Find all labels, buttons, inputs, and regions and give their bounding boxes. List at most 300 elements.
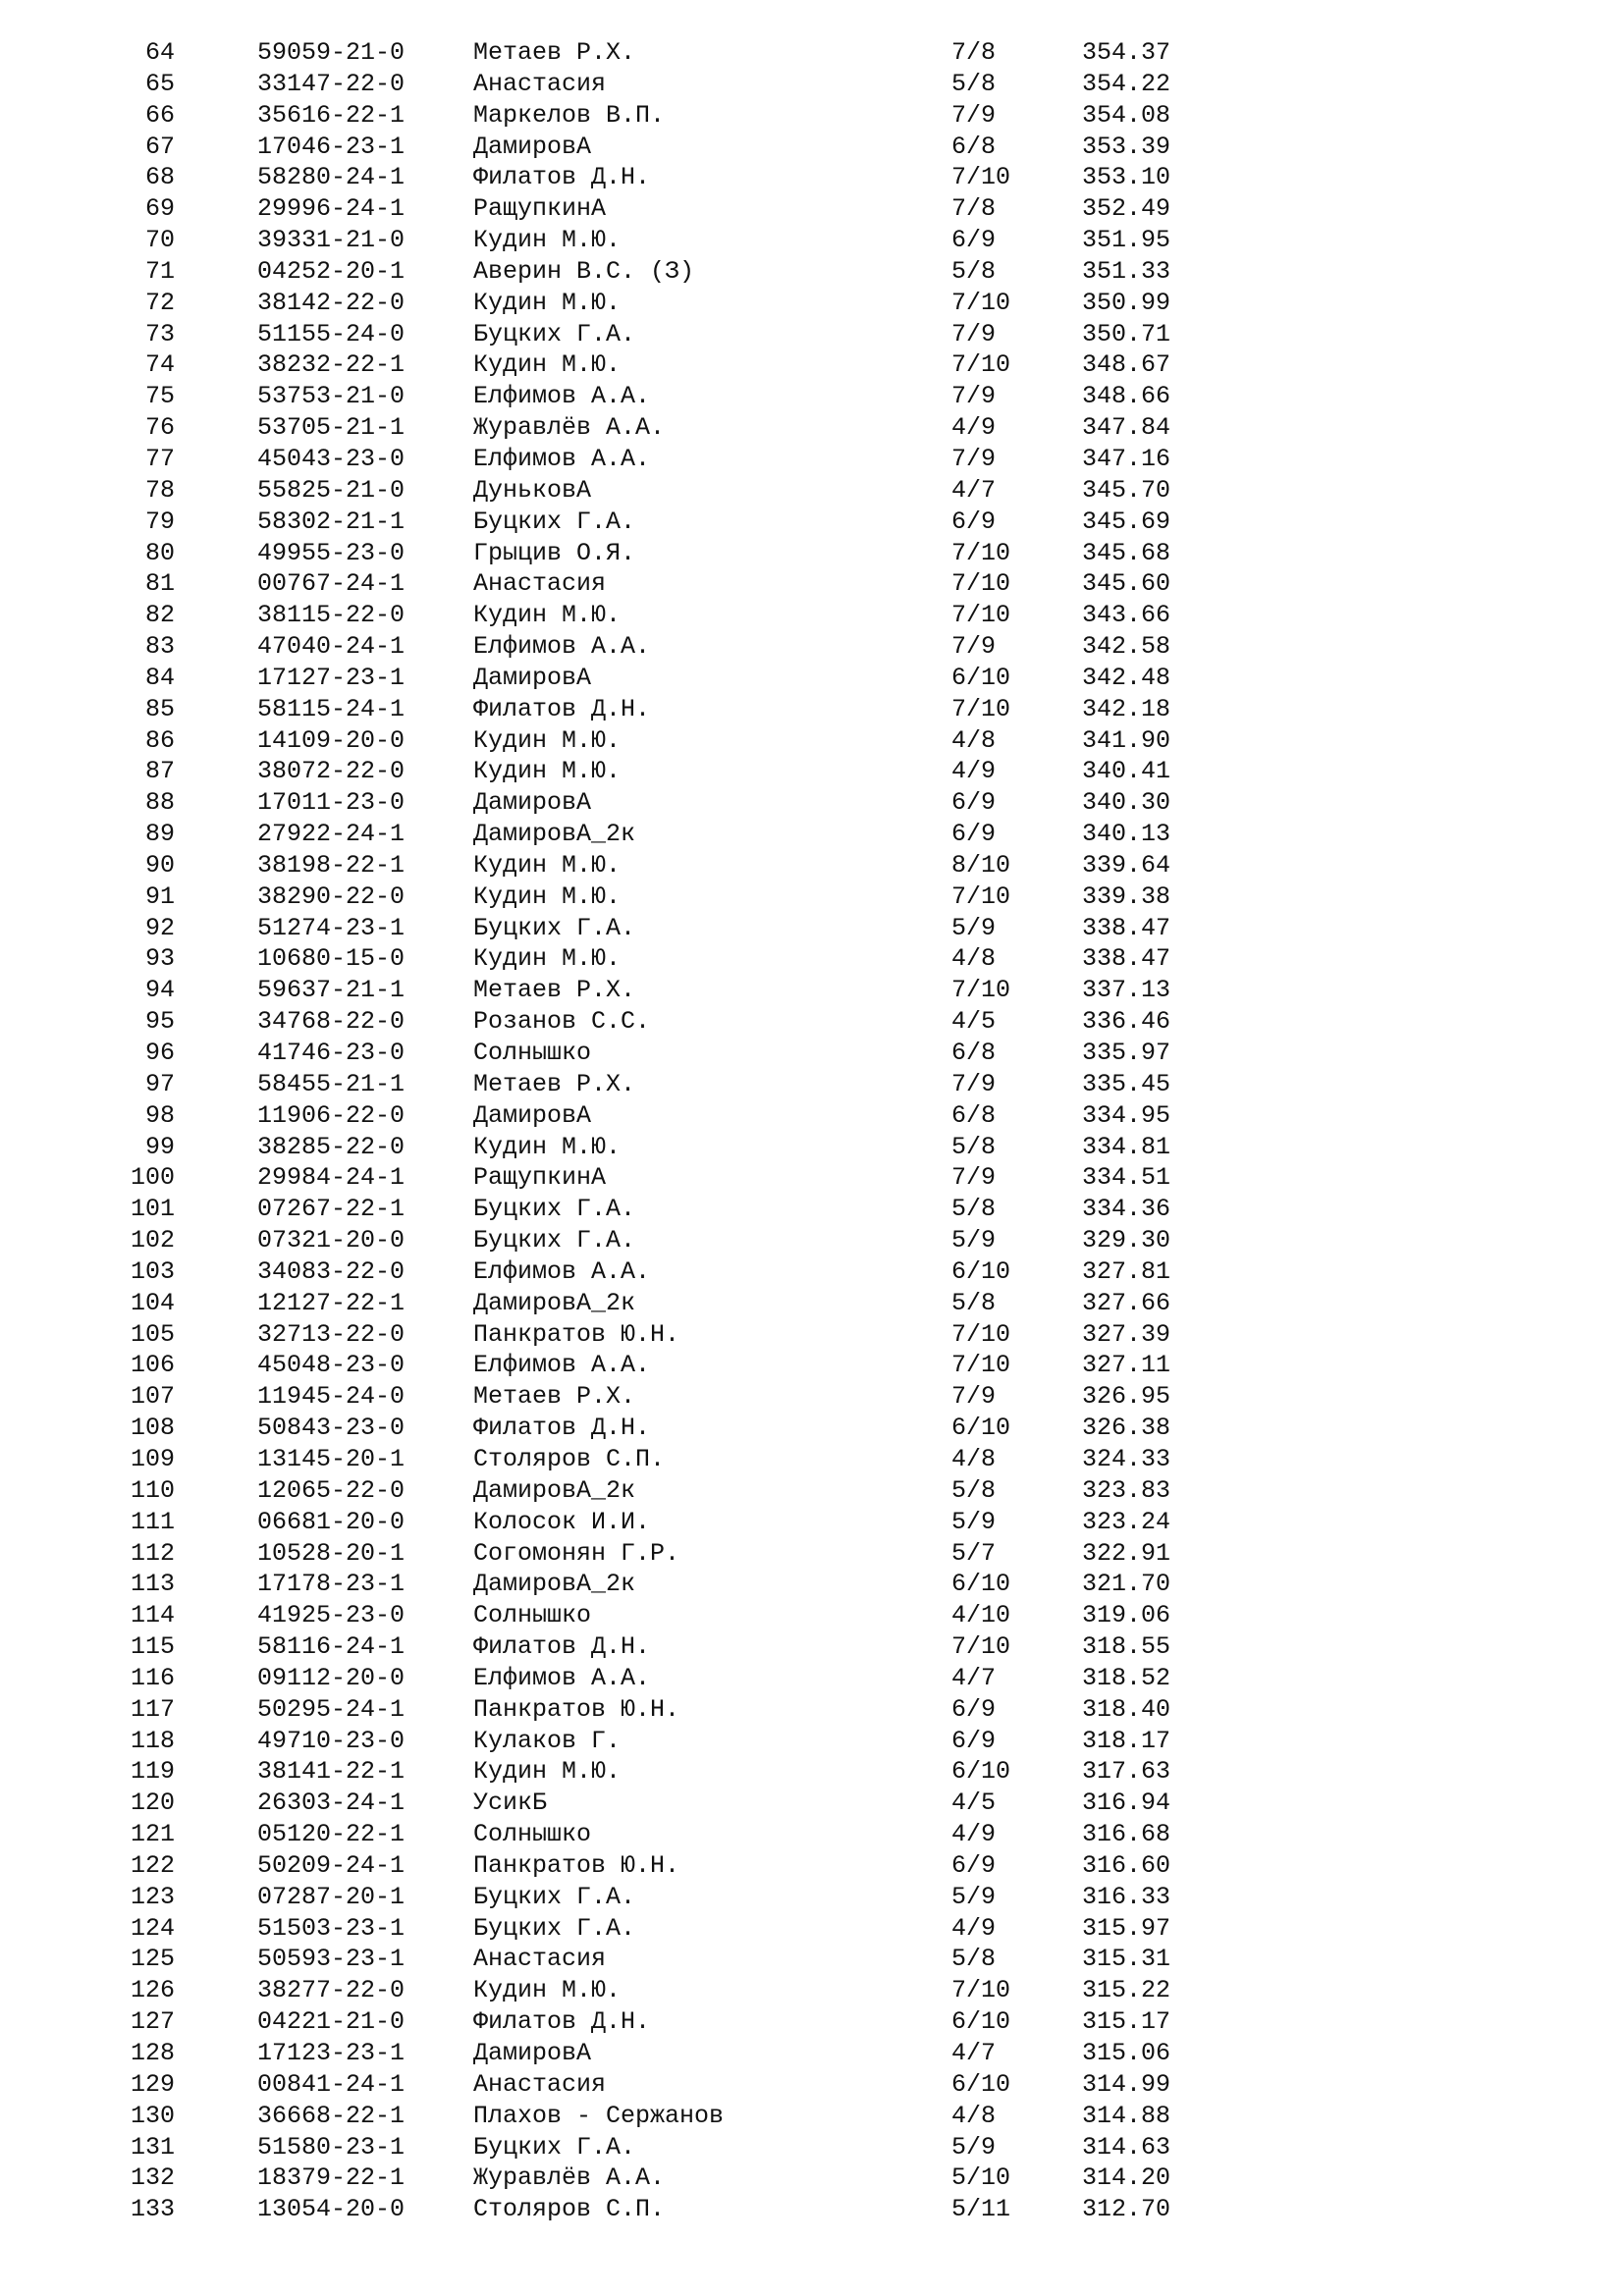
list-row: [0, 2132, 1624, 2163]
ratio-cell: 7/10: [951, 538, 1011, 567]
rank-cell: 127: [130, 2007, 175, 2037]
owner-cell: Метаев Р.Х.: [473, 1382, 636, 1412]
score-cell: 352.49: [1082, 194, 1171, 224]
ratio-cell: 7/10: [951, 288, 1011, 317]
owner-cell: ДамировА: [473, 663, 592, 692]
score-cell: 353.10: [1082, 163, 1171, 192]
ratio-cell: 4/10: [951, 1601, 1011, 1630]
list-row: [0, 1132, 1624, 1163]
ring-number-cell: 45048-23-0: [257, 1351, 406, 1380]
list-row: [0, 2069, 1624, 2101]
rank-cell: 68: [144, 163, 175, 192]
score-cell: 326.38: [1082, 1414, 1171, 1443]
ring-number-cell: 50593-23-1: [257, 1945, 406, 1974]
owner-cell: Елфимов А.А.: [473, 1663, 651, 1692]
score-cell: 345.70: [1082, 475, 1171, 505]
rank-cell: 118: [130, 1726, 175, 1755]
ring-number-cell: 14109-20-0: [257, 725, 406, 755]
list-row: [0, 1162, 1624, 1194]
ratio-cell: 7/8: [951, 194, 997, 224]
list-row: [0, 1600, 1624, 1631]
score-cell: 342.48: [1082, 663, 1171, 692]
ring-number-cell: 51274-23-1: [257, 913, 406, 942]
ratio-cell: 7/10: [951, 1976, 1011, 2005]
score-cell: 334.36: [1082, 1195, 1171, 1224]
ring-number-cell: 32713-22-0: [257, 1319, 406, 1349]
score-cell: 314.99: [1082, 2069, 1171, 2099]
score-cell: 316.68: [1082, 1820, 1171, 1849]
list-row: [0, 1507, 1624, 1538]
owner-cell: Кудин М.Ю.: [473, 1976, 622, 2005]
score-cell: 329.30: [1082, 1226, 1171, 1255]
ratio-cell: 7/9: [951, 444, 997, 473]
score-cell: 350.99: [1082, 288, 1171, 317]
list-row: [0, 288, 1624, 319]
ratio-cell: 4/8: [951, 1444, 997, 1473]
score-cell: 327.39: [1082, 1319, 1171, 1349]
ring-number-cell: 59059-21-0: [257, 38, 406, 67]
owner-cell: Филатов Д.Н.: [473, 2007, 651, 2037]
list-row: [0, 1694, 1624, 1726]
list-row: [0, 1944, 1624, 1975]
score-cell: 347.16: [1082, 444, 1171, 473]
owner-cell: Елфимов А.А.: [473, 382, 651, 411]
rank-cell: 74: [144, 350, 175, 380]
score-cell: 312.70: [1082, 2195, 1171, 2224]
ring-number-cell: 58280-24-1: [257, 163, 406, 192]
ratio-cell: 5/8: [951, 1945, 997, 1974]
rank-cell: 81: [144, 569, 175, 599]
score-cell: 351.33: [1082, 256, 1171, 286]
ratio-cell: 4/8: [951, 725, 997, 755]
score-cell: 315.31: [1082, 1945, 1171, 1974]
owner-cell: Кудин М.Ю.: [473, 757, 622, 786]
score-cell: 317.63: [1082, 1757, 1171, 1787]
list-row: [0, 69, 1624, 100]
owner-cell: Солнышко: [473, 1820, 592, 1849]
ratio-cell: 7/9: [951, 319, 997, 348]
ratio-cell: 6/10: [951, 2069, 1011, 2099]
ratio-cell: 4/7: [951, 475, 997, 505]
ratio-cell: 7/10: [951, 881, 1011, 911]
ring-number-cell: 27922-24-1: [257, 820, 406, 849]
owner-cell: Буцких Г.А.: [473, 1195, 636, 1224]
ratio-cell: 7/9: [951, 382, 997, 411]
ring-number-cell: 59637-21-1: [257, 976, 406, 1005]
list-row: [0, 1069, 1624, 1100]
score-cell: 340.30: [1082, 788, 1171, 818]
rank-cell: 130: [130, 2101, 175, 2130]
ratio-cell: 5/10: [951, 2163, 1011, 2193]
ring-number-cell: 38285-22-0: [257, 1132, 406, 1161]
rank-cell: 70: [144, 226, 175, 255]
list-row: [0, 256, 1624, 288]
ratio-cell: 5/9: [951, 1507, 997, 1536]
rank-cell: 133: [130, 2195, 175, 2224]
ratio-cell: 5/9: [951, 1226, 997, 1255]
ring-number-cell: 12127-22-1: [257, 1288, 406, 1317]
ratio-cell: 5/8: [951, 256, 997, 286]
rank-cell: 85: [144, 694, 175, 723]
ratio-cell: 6/10: [951, 1757, 1011, 1787]
score-cell: 348.67: [1082, 350, 1171, 380]
rank-cell: 117: [130, 1694, 175, 1724]
list-row: [0, 1381, 1624, 1413]
ring-number-cell: 29996-24-1: [257, 194, 406, 224]
owner-cell: ДамировА: [473, 132, 592, 161]
list-row: [0, 1194, 1624, 1225]
ring-number-cell: 07287-20-1: [257, 1882, 406, 1911]
list-row: [0, 1663, 1624, 1694]
ring-number-cell: 51503-23-1: [257, 1913, 406, 1943]
owner-cell: Журавлёв А.А.: [473, 413, 666, 443]
rank-cell: 108: [130, 1414, 175, 1443]
rank-cell: 115: [130, 1632, 175, 1662]
owner-cell: Филатов Д.Н.: [473, 163, 651, 192]
owner-cell: ДамировА: [473, 788, 592, 818]
ring-number-cell: 17178-23-1: [257, 1570, 406, 1599]
ratio-cell: 6/9: [951, 1694, 997, 1724]
owner-cell: Елфимов А.А.: [473, 444, 651, 473]
ring-number-cell: 55825-21-0: [257, 475, 406, 505]
owner-cell: Филатов Д.Н.: [473, 1632, 651, 1662]
list-row: [0, 1788, 1624, 1819]
ring-number-cell: 58455-21-1: [257, 1069, 406, 1098]
rank-cell: 129: [130, 2069, 175, 2099]
rank-cell: 123: [130, 1882, 175, 1911]
ratio-cell: 4/7: [951, 1663, 997, 1692]
list-row: [0, 787, 1624, 819]
list-row: [0, 1882, 1624, 1913]
list-row: [0, 132, 1624, 163]
ring-number-cell: 51155-24-0: [257, 319, 406, 348]
owner-cell: Елфимов А.А.: [473, 1256, 651, 1286]
score-cell: 354.37: [1082, 38, 1171, 67]
list-row: [0, 913, 1624, 944]
ratio-cell: 6/9: [951, 1850, 997, 1880]
score-cell: 335.97: [1082, 1039, 1171, 1067]
score-cell: 348.66: [1082, 382, 1171, 411]
ratio-cell: 5/8: [951, 1288, 997, 1317]
list-row: [0, 1444, 1624, 1475]
owner-cell: ДамировА: [473, 2039, 592, 2067]
list-row: [0, 568, 1624, 600]
ratio-cell: 4/9: [951, 1820, 997, 1849]
owner-cell: Буцких Г.А.: [473, 1226, 636, 1255]
ratio-cell: 7/9: [951, 632, 997, 662]
score-cell: 350.71: [1082, 319, 1171, 348]
owner-cell: Плахов - Сержанов: [473, 2101, 725, 2130]
ratio-cell: 6/10: [951, 2007, 1011, 2037]
ratio-cell: 4/9: [951, 413, 997, 443]
rank-cell: 75: [144, 382, 175, 411]
ring-number-cell: 38115-22-0: [257, 601, 406, 630]
ring-number-cell: 18379-22-1: [257, 2163, 406, 2193]
rank-cell: 106: [130, 1351, 175, 1380]
list-row: [0, 1975, 1624, 2006]
ratio-cell: 4/9: [951, 1913, 997, 1943]
score-cell: 345.60: [1082, 569, 1171, 599]
ratio-cell: 4/5: [951, 1789, 997, 1818]
list-row: [0, 162, 1624, 193]
owner-cell: Метаев Р.Х.: [473, 38, 636, 67]
ratio-cell: 6/10: [951, 1256, 1011, 1286]
owner-cell: Кудин М.Ю.: [473, 226, 622, 255]
owner-cell: Кудин М.Ю.: [473, 1757, 622, 1787]
rank-cell: 121: [130, 1820, 175, 1849]
list-row: [0, 1413, 1624, 1444]
ring-number-cell: 58115-24-1: [257, 694, 406, 723]
owner-cell: Кудин М.Ю.: [473, 850, 622, 880]
owner-cell: Метаев Р.Х.: [473, 1069, 636, 1098]
rank-cell: 65: [144, 69, 175, 98]
owner-cell: Кудин М.Ю.: [473, 601, 622, 630]
rank-cell: 92: [144, 913, 175, 942]
list-row: [0, 881, 1624, 913]
list-row: [0, 819, 1624, 850]
rank-cell: 105: [130, 1319, 175, 1349]
ring-number-cell: 34768-22-0: [257, 1007, 406, 1037]
ring-number-cell: 58116-24-1: [257, 1632, 406, 1662]
ring-number-cell: 10680-15-0: [257, 944, 406, 974]
rank-cell: 126: [130, 1976, 175, 2005]
list-row: [0, 943, 1624, 975]
ring-number-cell: 17011-23-0: [257, 788, 406, 818]
owner-cell: Филатов Д.Н.: [473, 694, 651, 723]
score-cell: 341.90: [1082, 725, 1171, 755]
rank-cell: 132: [130, 2163, 175, 2193]
ring-number-cell: 17046-23-1: [257, 132, 406, 161]
owner-cell: Кудин М.Ю.: [473, 881, 622, 911]
ring-number-cell: 29984-24-1: [257, 1163, 406, 1193]
rank-cell: 67: [144, 132, 175, 161]
rank-cell: 111: [130, 1507, 175, 1536]
ring-number-cell: 39331-21-0: [257, 226, 406, 255]
rank-cell: 125: [130, 1945, 175, 1974]
ring-number-cell: 09112-20-0: [257, 1663, 406, 1692]
ring-number-cell: 07321-20-0: [257, 1226, 406, 1255]
owner-cell: Панкратов Ю.Н.: [473, 1319, 680, 1349]
ratio-cell: 6/10: [951, 663, 1011, 692]
rank-cell: 76: [144, 413, 175, 443]
list-row: [0, 725, 1624, 757]
owner-cell: Буцких Г.А.: [473, 507, 636, 536]
owner-cell: Филатов Д.Н.: [473, 1414, 651, 1443]
ratio-cell: 6/10: [951, 1570, 1011, 1599]
score-cell: 318.55: [1082, 1632, 1171, 1662]
ratio-cell: 7/9: [951, 100, 997, 130]
owner-cell: Столяров С.П.: [473, 1444, 666, 1473]
rank-cell: 69: [144, 194, 175, 224]
score-cell: 342.58: [1082, 632, 1171, 662]
list-row: [0, 538, 1624, 569]
score-cell: 314.88: [1082, 2101, 1171, 2130]
ring-number-cell: 05120-22-1: [257, 1820, 406, 1849]
ring-number-cell: 49710-23-0: [257, 1726, 406, 1755]
rank-cell: 97: [144, 1069, 175, 1098]
ratio-cell: 4/8: [951, 2101, 997, 2130]
owner-cell: Кудин М.Ю.: [473, 725, 622, 755]
score-cell: 321.70: [1082, 1570, 1171, 1599]
ring-number-cell: 38072-22-0: [257, 757, 406, 786]
list-row: [0, 694, 1624, 725]
score-cell: 353.39: [1082, 132, 1171, 161]
rank-cell: 104: [130, 1288, 175, 1317]
owner-cell: Столяров С.П.: [473, 2195, 666, 2224]
rank-cell: 78: [144, 475, 175, 505]
score-cell: 338.47: [1082, 944, 1171, 974]
rank-cell: 71: [144, 256, 175, 286]
ratio-cell: 4/9: [951, 757, 997, 786]
ring-number-cell: 38290-22-0: [257, 881, 406, 911]
ring-number-cell: 47040-24-1: [257, 632, 406, 662]
list-row: [0, 1350, 1624, 1381]
ratio-cell: 5/7: [951, 1538, 997, 1568]
score-cell: 314.20: [1082, 2163, 1171, 2193]
score-cell: 315.17: [1082, 2007, 1171, 2037]
ratio-cell: 6/8: [951, 132, 997, 161]
ring-number-cell: 06681-20-0: [257, 1507, 406, 1536]
owner-cell: Кудин М.Ю.: [473, 288, 622, 317]
ratio-cell: 5/8: [951, 1132, 997, 1161]
score-cell: 337.13: [1082, 976, 1171, 1005]
owner-cell: Метаев Р.Х.: [473, 976, 636, 1005]
ring-number-cell: 50209-24-1: [257, 1850, 406, 1880]
score-cell: 323.24: [1082, 1507, 1171, 1536]
rank-cell: 90: [144, 850, 175, 880]
rank-cell: 114: [130, 1601, 175, 1630]
score-cell: 339.64: [1082, 850, 1171, 880]
ring-number-cell: 35616-22-1: [257, 100, 406, 130]
ring-number-cell: 00767-24-1: [257, 569, 406, 599]
rank-cell: 101: [130, 1195, 175, 1224]
score-cell: 347.84: [1082, 413, 1171, 443]
rank-cell: 72: [144, 288, 175, 317]
score-cell: 345.68: [1082, 538, 1171, 567]
rank-cell: 109: [130, 1444, 175, 1473]
ratio-cell: 7/10: [951, 163, 1011, 192]
rank-cell: 86: [144, 725, 175, 755]
rank-cell: 93: [144, 944, 175, 974]
score-cell: 322.91: [1082, 1538, 1171, 1568]
owner-cell: РащупкинА: [473, 1163, 607, 1193]
ring-number-cell: 13145-20-1: [257, 1444, 406, 1473]
ratio-cell: 4/5: [951, 1007, 997, 1037]
ratio-cell: 7/10: [951, 1319, 1011, 1349]
score-cell: 354.08: [1082, 100, 1171, 130]
rank-cell: 79: [144, 507, 175, 536]
list-row: [0, 631, 1624, 663]
rank-cell: 82: [144, 601, 175, 630]
list-row: [0, 1288, 1624, 1319]
rank-cell: 112: [130, 1538, 175, 1568]
list-row: [0, 1100, 1624, 1132]
ring-number-cell: 04252-20-1: [257, 256, 406, 286]
list-row: [0, 1631, 1624, 1663]
rank-cell: 113: [130, 1570, 175, 1599]
owner-cell: Аверин В.С. (З): [473, 256, 695, 286]
owner-cell: Розанов С.С.: [473, 1007, 651, 1037]
owner-cell: Солнышко: [473, 1601, 592, 1630]
list-row: [0, 1569, 1624, 1600]
score-cell: 316.94: [1082, 1789, 1171, 1818]
owner-cell: Солнышко: [473, 1039, 592, 1067]
ratio-cell: 7/10: [951, 569, 1011, 599]
score-cell: 327.81: [1082, 1256, 1171, 1286]
ring-number-cell: 41925-23-0: [257, 1601, 406, 1630]
ring-number-cell: 38277-22-0: [257, 1976, 406, 2005]
owner-cell: Панкратов Ю.Н.: [473, 1850, 680, 1880]
owner-cell: Буцких Г.А.: [473, 319, 636, 348]
ring-number-cell: 11945-24-0: [257, 1382, 406, 1412]
ratio-cell: 7/10: [951, 976, 1011, 1005]
ratio-cell: 7/10: [951, 350, 1011, 380]
ring-number-cell: 38141-22-1: [257, 1757, 406, 1787]
ring-number-cell: 07267-22-1: [257, 1195, 406, 1224]
rank-cell: 99: [144, 1132, 175, 1161]
owner-cell: ДамировА_2к: [473, 820, 636, 849]
list-row: [0, 225, 1624, 256]
list-row: [0, 2163, 1624, 2194]
score-cell: 319.06: [1082, 1601, 1171, 1630]
rank-cell: 103: [130, 1256, 175, 1286]
score-cell: 334.51: [1082, 1163, 1171, 1193]
ring-number-cell: 13054-20-0: [257, 2195, 406, 2224]
owner-cell: Елфимов А.А.: [473, 1351, 651, 1380]
rank-cell: 88: [144, 788, 175, 818]
list-row: [0, 756, 1624, 787]
rank-cell: 98: [144, 1100, 175, 1130]
ring-number-cell: 00841-24-1: [257, 2069, 406, 2099]
owner-cell: Кудин М.Ю.: [473, 944, 622, 974]
ring-number-cell: 38142-22-0: [257, 288, 406, 317]
rank-cell: 100: [130, 1163, 175, 1193]
score-cell: 315.22: [1082, 1976, 1171, 2005]
rank-cell: 95: [144, 1007, 175, 1037]
ratio-cell: 4/8: [951, 944, 997, 974]
ratio-cell: 8/10: [951, 850, 1011, 880]
score-cell: 339.38: [1082, 881, 1171, 911]
score-cell: 351.95: [1082, 226, 1171, 255]
score-cell: 324.33: [1082, 1444, 1171, 1473]
list-row: [0, 37, 1624, 69]
list-row: [0, 1913, 1624, 1945]
score-cell: 314.63: [1082, 2132, 1171, 2162]
rank-cell: 122: [130, 1850, 175, 1880]
ratio-cell: 6/9: [951, 507, 997, 536]
list-row: [0, 2194, 1624, 2225]
owner-cell: ДамировА_2к: [473, 1475, 636, 1505]
list-row: [0, 444, 1624, 475]
ring-number-cell: 41746-23-0: [257, 1039, 406, 1067]
list-row: [0, 2038, 1624, 2069]
ratio-cell: 5/8: [951, 1195, 997, 1224]
score-cell: 318.52: [1082, 1663, 1171, 1692]
score-cell: 327.66: [1082, 1288, 1171, 1317]
rank-cell: 91: [144, 881, 175, 911]
rank-cell: 116: [130, 1663, 175, 1692]
ring-number-cell: 10528-20-1: [257, 1538, 406, 1568]
ratio-cell: 6/9: [951, 226, 997, 255]
list-row: [0, 349, 1624, 381]
list-row: [0, 475, 1624, 507]
owner-cell: ДамировА_2к: [473, 1570, 636, 1599]
ratio-cell: 7/10: [951, 694, 1011, 723]
owner-cell: ДамировА: [473, 1100, 592, 1130]
owner-cell: Буцких Г.А.: [473, 2132, 636, 2162]
ring-number-cell: 04221-21-0: [257, 2007, 406, 2037]
ratio-cell: 6/8: [951, 1039, 997, 1067]
